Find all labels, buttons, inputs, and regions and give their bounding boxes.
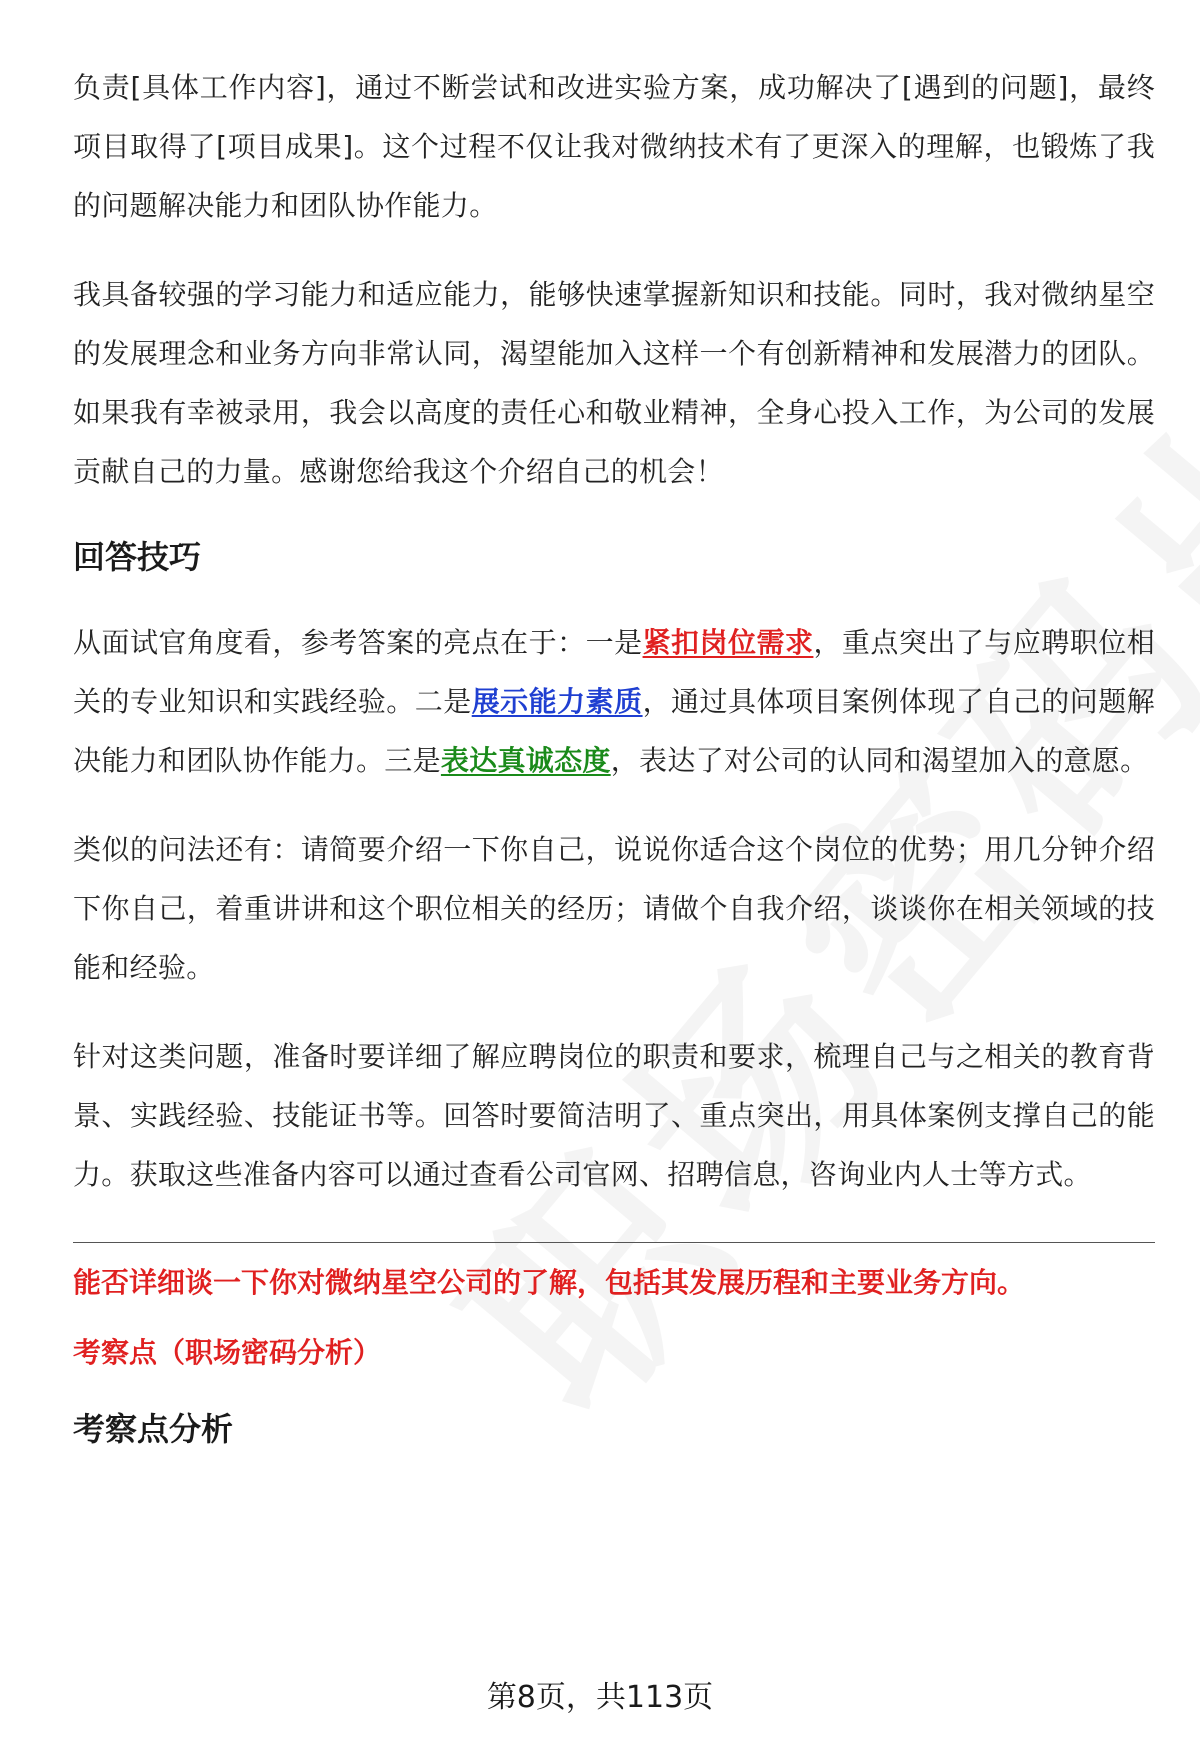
tips-text-4: ，表达了对公司的认同和渴望加入的意愿。 [610, 744, 1149, 777]
next-question-subtitle: 考察点（职场密码分析） [73, 1336, 382, 1369]
next-question-title: 能否详细谈一下你对微纳星空公司的了解，包括其发展历程和主要业务方向。 [73, 1266, 1026, 1299]
tips-text-3: ，通过具体项目案例体现了自己的问题解决能力和团队协作能力。三是 [73, 685, 1156, 777]
section-heading-analysis: 考察点分析 [73, 1410, 234, 1448]
tips-text-2: ，重点突出了与应聘职位相关的专业知识和实践经验。二是 [73, 626, 1155, 718]
highlight-ability: 展示能力素质 [471, 685, 643, 718]
preparation-paragraph: 针对这类问题，准备时要详细了解应聘岗位的职责和要求，梳理自己与之相关的教育背景、实践经验、技能证书等。回答时要简洁明了、重点突出，用具体案例支撑自己的能力。获取这些准备内容可以通过查看公司官网、招聘信息，咨询业内人士等方式。 [73, 1040, 1155, 1191]
section-heading-tips: 回答技巧 [73, 538, 202, 576]
divider [73, 1242, 1155, 1243]
similar-questions-paragraph: 类似的问法还有：请简要介绍一下你自己，说说你适合这个岗位的优势；用几分钟介绍下你自己，着重讲讲和这个职位相关的经历；请做个自我介绍，谈谈你在相关领域的技能和经验。 [73, 833, 1155, 984]
intro-paragraph-1: 负责[具体工作内容]，通过不断尝试和改进实验方案，成功解决了[遇到的问题]，最终项目取得了[项目成果]。这个过程不仅让我对微纳技术有了更深入的理解，也锻炼了我的问题解决能力和团队协作能力。 [73, 71, 1155, 222]
intro-paragraph-2: 我具备较强的学习能力和适应能力，能够快速掌握新知识和技能。同时，我对微纳星空的发展理念和业务方向非常认同，渴望能加入这样一个有创新精神和发展潜力的团队。如果我有幸被录用，我会以高度的责任心和敬业精神，全身心投入工作，为公司的发展贡献自己的力量。感谢您给我这个介绍自己的机会！ [73, 278, 1155, 488]
page-content [73, 58, 1155, 1451]
highlight-job-match: 紧扣岗位需求 [642, 626, 814, 659]
tips-highlight-paragraph [73, 613, 1155, 790]
tips-text-1: 从面试官角度看，参考答案的亮点在于：一是 [73, 626, 643, 659]
highlight-attitude: 表达真诚态度 [440, 744, 611, 777]
page-number: 第8页，共113页 [486, 1680, 714, 1715]
